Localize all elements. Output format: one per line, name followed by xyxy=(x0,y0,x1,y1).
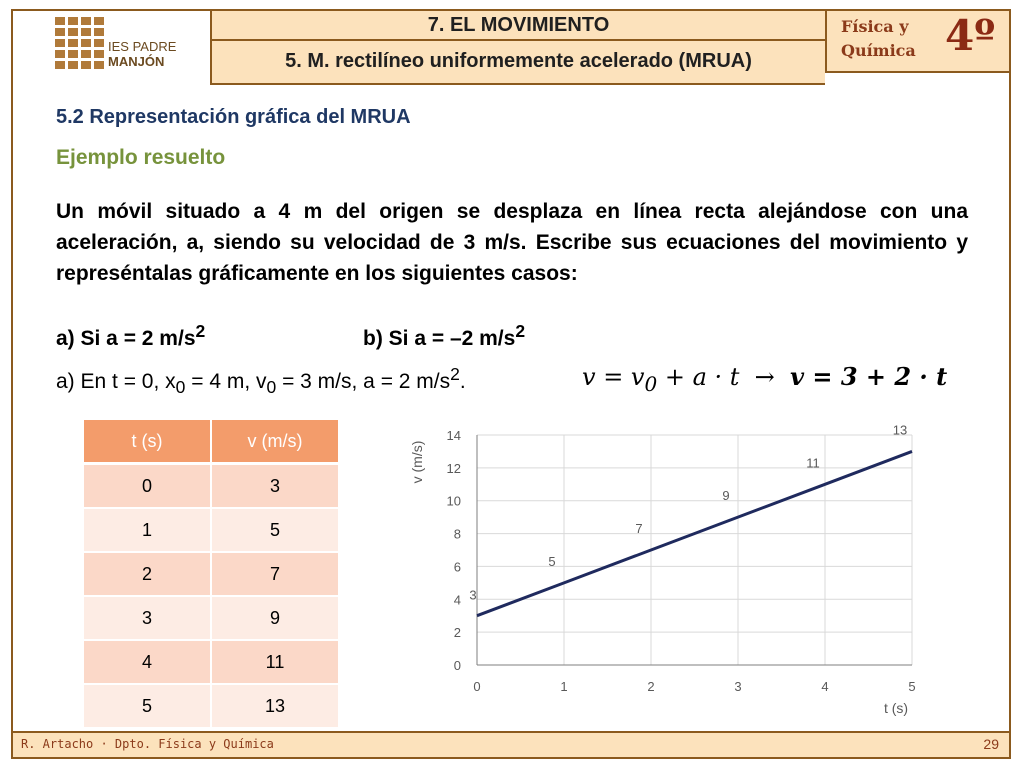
cell-time: 5 xyxy=(84,684,211,728)
school-name-line1: IES PADRE xyxy=(108,39,177,54)
cell-velocity: 3 xyxy=(211,464,339,509)
cell-velocity: 9 xyxy=(211,596,339,640)
y-tick-label: 2 xyxy=(453,625,461,641)
course-label: 4º xyxy=(945,11,996,60)
x-tick-label: 4 xyxy=(821,679,829,694)
data-label: 13 xyxy=(892,422,908,438)
x-tick-label: 3 xyxy=(734,679,742,694)
cell-velocity: 13 xyxy=(211,684,339,728)
x-axis-title: t (s) xyxy=(883,700,909,716)
cell-time: 1 xyxy=(84,508,211,552)
topic-title: 5. M. rectilíneo uniformemente acelerado (MRUA) xyxy=(210,41,825,85)
cell-time: 4 xyxy=(84,640,211,684)
unit-title: 7. EL MOVIMIENTO xyxy=(210,11,825,41)
x-tick-label: 5 xyxy=(908,679,916,694)
cell-time: 3 xyxy=(84,596,211,640)
y-axis-title: v (m/s) xyxy=(409,440,425,484)
solution-line-a: a) En t = 0, $x_0 = 4$ m, $v_0 = 3$ m/s, a = 2 $m/s^2$. xyxy=(56,364,466,398)
cell-velocity: 11 xyxy=(211,640,339,684)
x-tick-label: 1 xyxy=(560,679,568,694)
case-b-text: b) Si a = –2 $m/s^2$ xyxy=(363,321,526,350)
cell-velocity: 7 xyxy=(211,552,339,596)
footer xyxy=(13,731,1009,757)
example-title: Ejemplo resuelto xyxy=(56,146,226,169)
x-tick-label: 2 xyxy=(647,679,655,694)
x-tick-label: 0 xyxy=(473,679,481,694)
y-tick-label: 6 xyxy=(453,559,461,575)
table-header-v: v (m/s) xyxy=(211,420,339,464)
section-title: 5.2 Representación gráfica del MRUA xyxy=(56,106,411,128)
cell-time: 2 xyxy=(84,552,211,596)
cell-time: 0 xyxy=(84,464,211,509)
problem-statement: Un móvil situado a 4 m del origen se desplaza en línea recta alejándose con una aceleración, a, siendo su velocidad de 3 m/s. Escribe sus ecuaciones del movimiento y represéntalas gráficamente en los siguientes casos: xyxy=(56,200,968,285)
subject-line2: Química xyxy=(841,41,916,60)
y-tick-label: 10 xyxy=(446,493,461,509)
subject-line1: Física y xyxy=(841,17,909,36)
y-tick-label: 12 xyxy=(446,460,461,476)
data-label: 3 xyxy=(469,587,477,603)
page-number: 29 xyxy=(983,736,999,752)
case-a-text: a) Si a = 2 $m/s^2$ xyxy=(56,321,206,350)
table-header-t: t (s) xyxy=(84,420,211,464)
velocity-equation: $v = v_0 + a \cdot t \to v = 3 + 2 \cdot t$ xyxy=(582,362,948,396)
cell-velocity: 5 xyxy=(211,508,339,552)
data-label: 5 xyxy=(548,553,556,569)
y-tick-label: 0 xyxy=(453,658,461,673)
y-tick-label: 4 xyxy=(453,592,461,608)
data-label: 11 xyxy=(806,455,820,471)
school-name-line2: MANJÓN xyxy=(108,54,165,69)
data-label: 7 xyxy=(635,521,643,536)
y-tick-label: 8 xyxy=(453,526,461,542)
data-label: 9 xyxy=(722,488,730,504)
y-tick-label: 14 xyxy=(446,428,461,443)
footer-author: R. Artacho · Dpto. Física y Química xyxy=(21,737,274,751)
